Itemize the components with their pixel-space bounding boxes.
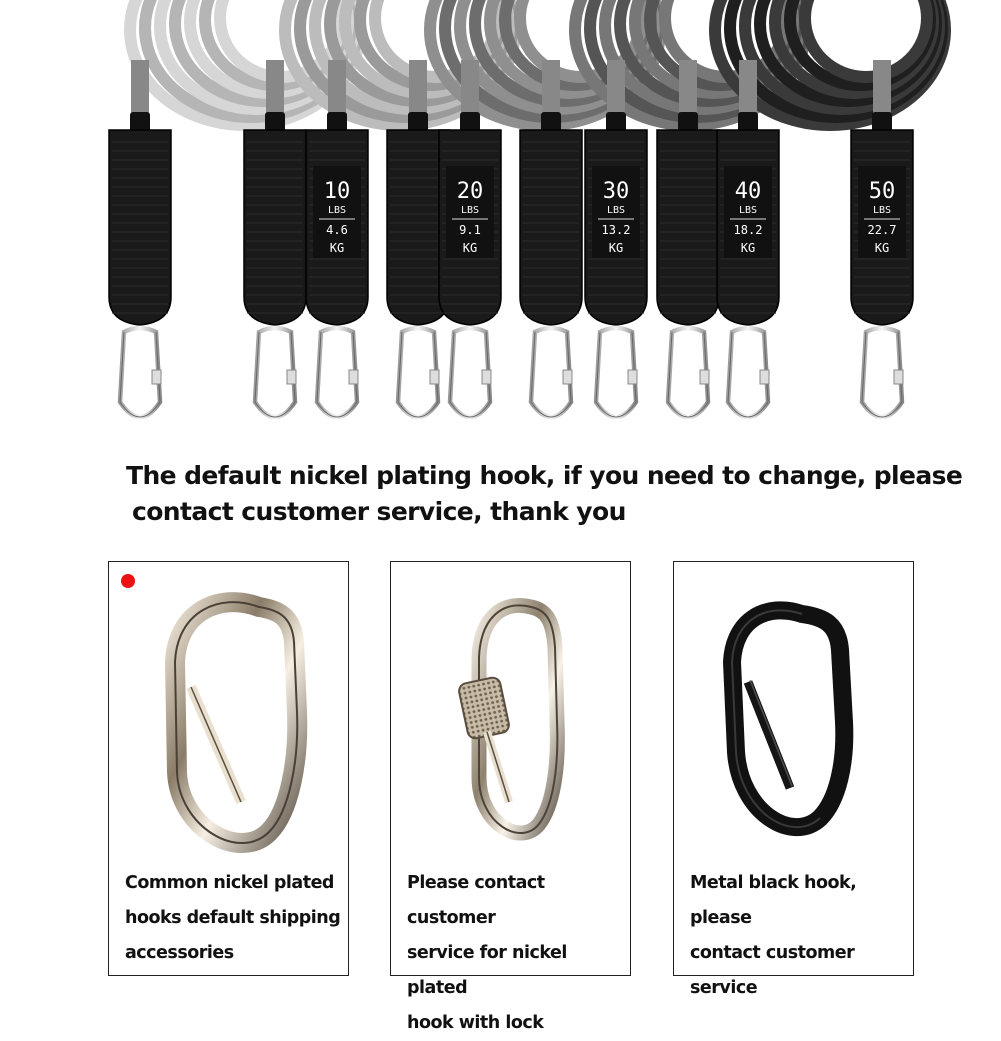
band-kg-value: 13.2: [601, 223, 631, 237]
band-lbs-unit: LBS: [327, 205, 347, 216]
locking-hook-image: [391, 562, 630, 862]
band-lbs-unit: LBS: [872, 205, 892, 216]
notice-line-1: The default nickel plating hook, if you need to change, please: [126, 461, 963, 490]
option-caption: Metal black hook, please contact customer service: [690, 873, 857, 998]
option-caption: Please contact customer service for nickel plated hook with lock: [407, 873, 567, 1033]
notice-heading: [126, 458, 963, 530]
band-kg-unit: KG: [874, 241, 890, 255]
band-kg-unit: KG: [462, 241, 478, 255]
band-kg-value: 4.6: [326, 223, 348, 237]
band-lbs-value: 30: [602, 179, 630, 204]
option-caption: Common nickel plated hooks default shipping accessories: [125, 873, 341, 963]
notice-line-2: contact customer service, thank you: [132, 497, 626, 526]
band-lbs-unit: LBS: [460, 205, 480, 216]
band-kg-value: 9.1: [459, 223, 481, 237]
resistance-bands-image: [0, 0, 1001, 450]
nickel-hook-image: [109, 562, 348, 862]
band-lbs-value: 10: [323, 179, 351, 204]
band-kg-unit: KG: [329, 241, 345, 255]
band-kg-value: 18.2: [733, 223, 763, 237]
band-lbs-value: 20: [456, 179, 484, 204]
band-lbs-value: 50: [868, 179, 896, 204]
band-lbs-unit: LBS: [606, 205, 626, 216]
band-kg-value: 22.7: [867, 223, 897, 237]
band-kg-unit: KG: [608, 241, 624, 255]
black-hook-image: [674, 562, 913, 862]
band-kg-unit: KG: [740, 241, 756, 255]
hook-option-black[interactable]: [673, 561, 914, 998]
hook-option-locking[interactable]: [390, 561, 631, 1033]
hook-option-nickel[interactable]: [108, 561, 349, 976]
band-lbs-unit: LBS: [738, 205, 758, 216]
band-lbs-value: 40: [734, 179, 762, 204]
